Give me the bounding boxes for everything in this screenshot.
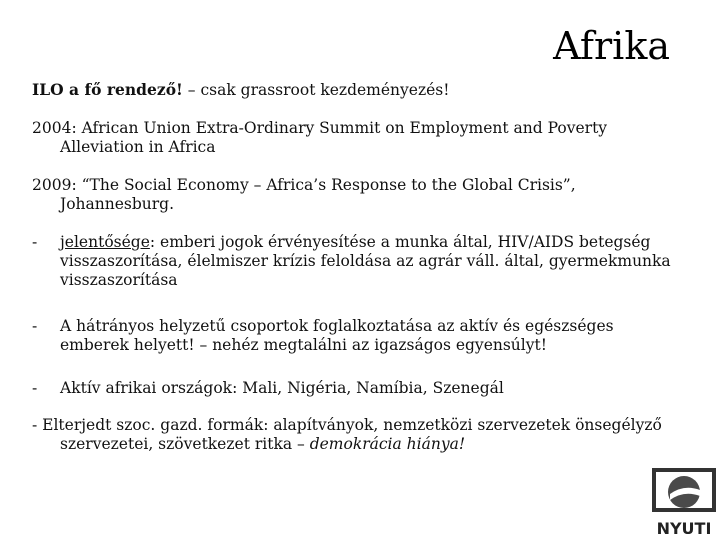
para-forms <box>32 416 682 454</box>
bullet-dash: - <box>32 317 38 335</box>
forms-text: - Elterjedt szoc. gazd. formák: alapítványok, nemzetközi szervezetek önsegélyző szervezetei, szövetkezet ritka – <box>32 416 662 453</box>
bullet-importance-underlined: jelentősége <box>60 233 150 251</box>
bullet-item-groups <box>32 317 682 355</box>
logo-text: NYUTI <box>656 519 712 538</box>
ilo-bold: ILO a fő rendező! <box>32 80 183 99</box>
ilo-rest: – csak grassroot kezdeményezés! <box>182 81 450 99</box>
bullet-item-importance <box>32 233 682 290</box>
ilo-line <box>32 80 682 100</box>
para-2004: 2004: African Union Extra-Ordinary Summit on Employment and Poverty Alleviation in Africa <box>32 119 608 156</box>
forms-italic: demokrácia hiánya! <box>309 435 466 453</box>
slide-body <box>32 80 682 454</box>
nyuti-logo-icon <box>648 464 720 540</box>
bullet-dash: - <box>32 233 38 251</box>
bullet-item-countries <box>32 379 682 398</box>
bullet-importance-text: : emberi jogok érvényesítése a munka által, HIV/AIDS betegség visszaszorítása, élelmiszer krízis feloldása az agrár váll. által, gyermekmunka visszaszorítása <box>60 233 671 289</box>
bullet-groups-text: A hátrányos helyzetű csoportok foglalkoztatása az aktív és egészséges emberek helyett! – nehéz megtalálni az igazságos egyensúlyt! <box>60 317 614 354</box>
bullet-dash: - <box>32 379 38 397</box>
para-2009: 2009: “The Social Economy – Africa’s Response to the Global Crisis”, Johannesburg. <box>32 176 576 213</box>
slide-title: Afrika <box>553 24 670 68</box>
bullet-countries-text: Aktív afrikai országok: Mali, Nigéria, Namíbia, Szenegál <box>60 379 504 397</box>
